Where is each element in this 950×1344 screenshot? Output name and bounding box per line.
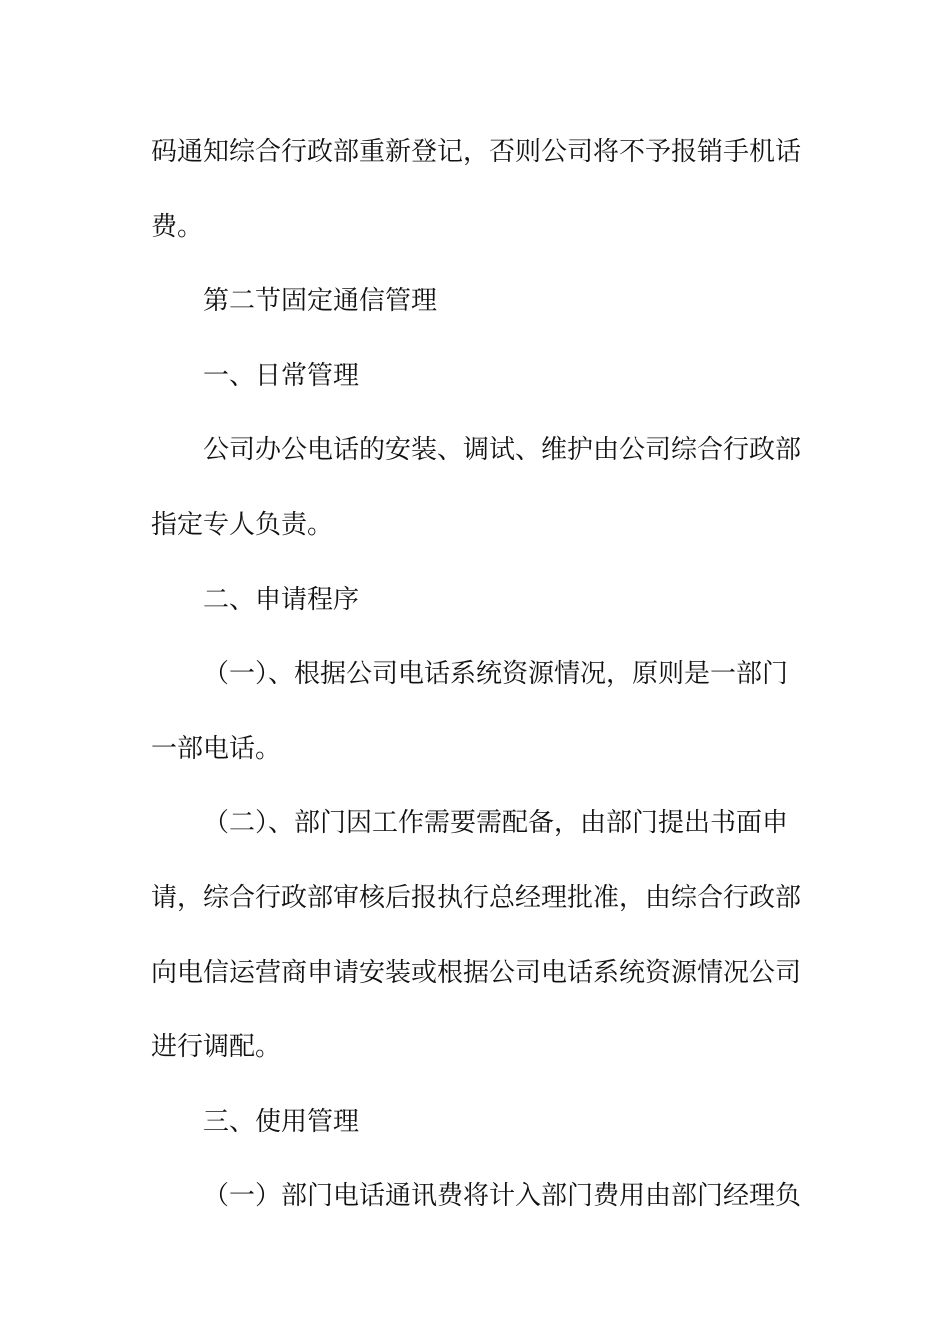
section-heading: 第二节固定通信管理 [203,286,438,317]
paragraph-line: （一）部门电话通讯费将计入部门费用由部门经理负 [203,1181,802,1212]
paragraph-line: 公司办公电话的安装、调试、维护由公司综合行政部 [203,435,802,466]
paragraph-line: （一）、根据公司电话系统资源情况，原则是一部门 [203,659,789,690]
subsection-heading: 三、使用管理 [203,1106,360,1137]
paragraph-line: 指定专人负责。 [151,509,334,540]
paragraph-line: 一部电话。 [151,733,282,764]
paragraph-line: 进行调配。 [151,1032,282,1063]
paragraph-line: 费。 [151,211,204,242]
paragraph-line: 码通知综合行政部重新登记，否则公司将不予报销手机话 [151,137,802,167]
subsection-heading: 二、申请程序 [203,584,360,615]
subsection-heading: 一、日常管理 [203,360,360,391]
paragraph-line: 请，综合行政部审核后报执行总经理批准，由综合行政部 [151,882,802,913]
document-body [151,115,801,1234]
paragraph-line: 向电信运营商申请安装或根据公司电话系统资源情况公司 [151,957,802,988]
paragraph-line: （二）、部门因工作需要需配备，由部门提出书面申 [203,808,789,839]
